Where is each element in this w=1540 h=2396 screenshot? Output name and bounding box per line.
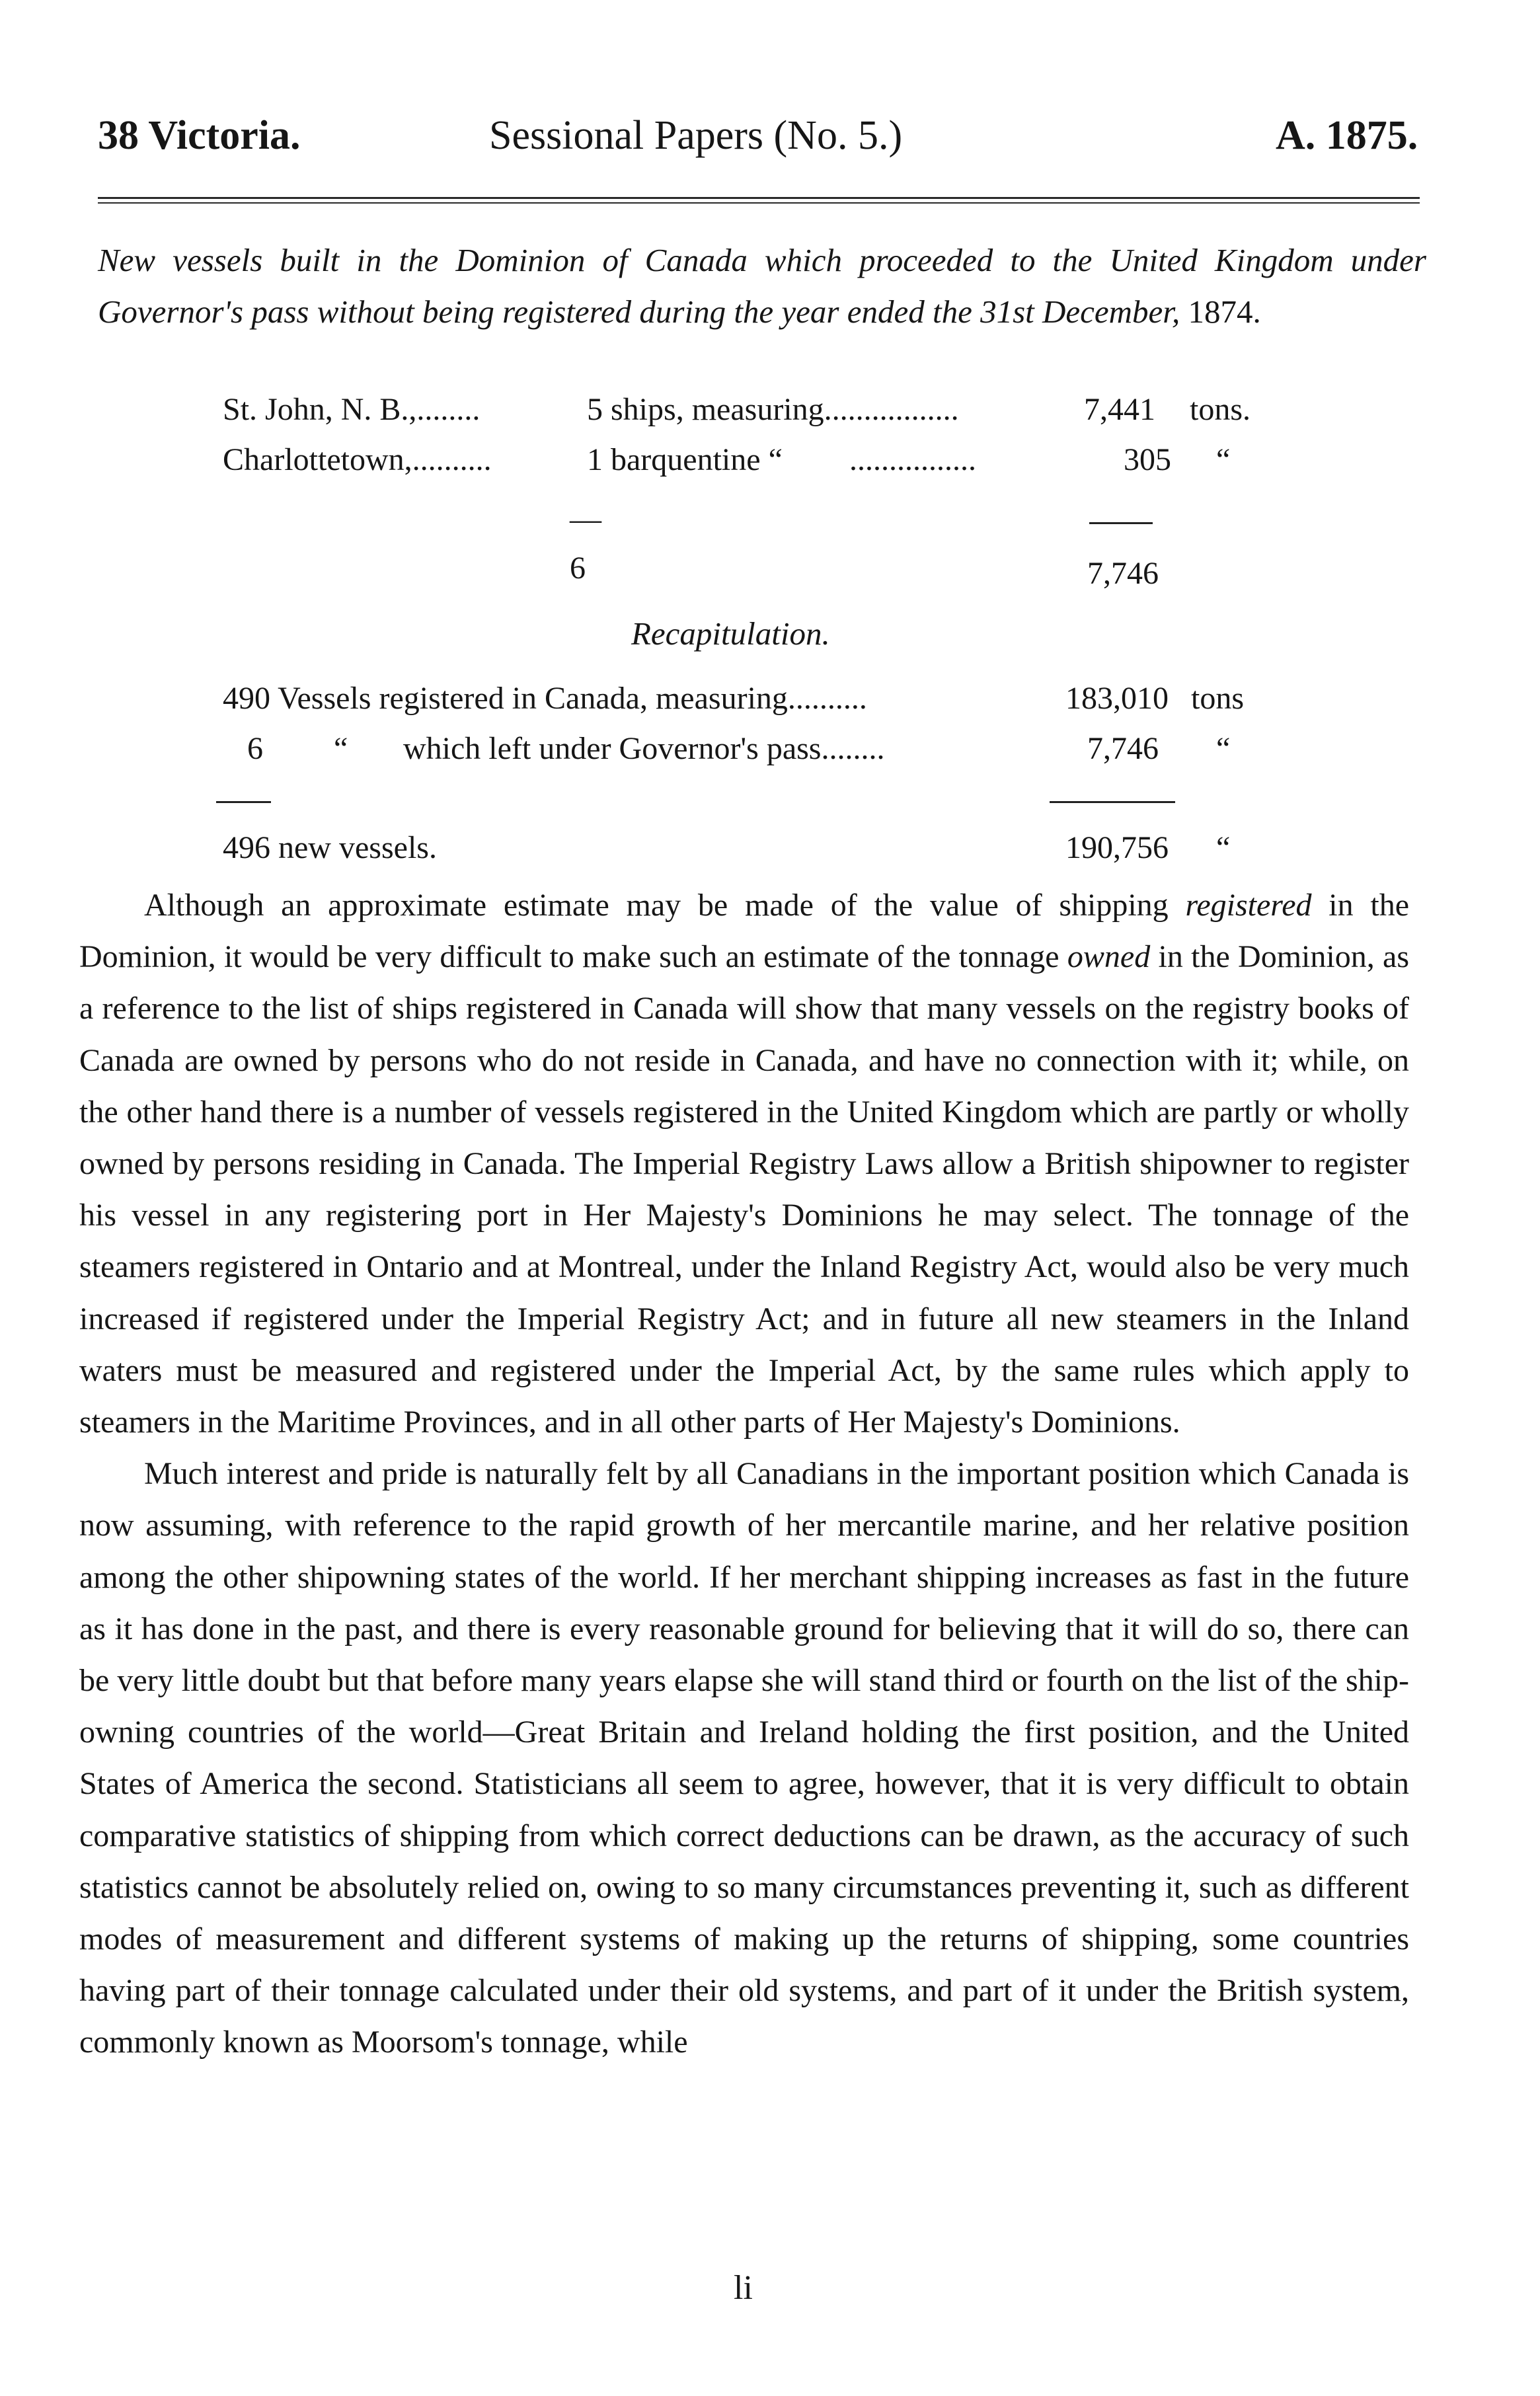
recapitulation-heading: Recapitulation. — [631, 615, 830, 652]
emphasis-registered: registered — [1185, 888, 1312, 923]
recap-row2-num: 6 — [247, 731, 263, 766]
recap-row1-unit: tons — [1191, 681, 1245, 716]
recap-dash-left — [216, 801, 271, 803]
table1-row2-tons: 305 — [1124, 442, 1171, 477]
table1-total-tons: 7,746 — [1087, 556, 1159, 591]
table1-dash-a: — — [570, 502, 601, 537]
table1-row1-unit: tons. — [1190, 392, 1251, 427]
header-rule-top — [98, 197, 1420, 199]
header-left: 38 Victoria. — [98, 113, 301, 158]
table1-dash-b — [1089, 522, 1153, 524]
body-text — [79, 880, 1409, 2069]
paragraph-1-part-b: in the Dominion, it would be very difficult to make such an estimate of the tonnage — [79, 888, 1410, 975]
table1-total-count: 6 — [570, 551, 586, 586]
recap-row1-text: 490 Vessels registered in Canada, measuring.......... — [223, 681, 867, 716]
table1-row2-count: 1 barquentine “ — [587, 442, 783, 477]
intro-year: 1874. — [1188, 293, 1261, 330]
recap-total-text: 496 new vessels. — [223, 830, 437, 865]
recap-row2-tons: 7,746 — [1087, 731, 1159, 766]
paragraph-canadian-position: Much interest and pride is naturally felt by all Canadians in the important position which Canada is now assuming, with reference to the rapid growth of her mercantile marine, and her relative position among the other shipowning states of the world. If her merchant shipping increases as fast in the future as it has done in the past, and there is every reasonable ground for believing that it will do so, there can be very little doubt but that before many years elapse she will stand third or fourth on the list of the ship-owning countries of the world—Great Britain and Ireland holding the first position, and the United States of America the second. Statisticians all seem to agree, however, that it is very difficult to obtain comparative statistics of shipping from which correct deductions can be drawn, as the accuracy of such statistics cannot be absolutely relied on, owing to so many circumstances preventing it, such as different modes of measurement and different systems of making up the returns of shipping, some countries having part of their tonnage calculated under their old systems, and part of it under the British system, commonly known as Moorsom's tonnage, while — [79, 1456, 1409, 2060]
intro-paragraph — [98, 235, 1426, 338]
recap-row2-unit: “ — [1216, 731, 1231, 766]
table1-row2-unit: “ — [1216, 442, 1231, 477]
intro-text: New vessels built in the Dominion of Canada which proceeded to the United Kingdom under Governor's pass without being registered during the year ended the 31st December, — [98, 242, 1426, 330]
recap-dash-right — [1050, 801, 1175, 803]
table1-row1-count: 5 ships, measuring................. — [587, 392, 959, 427]
page-folio: li — [734, 2269, 753, 2307]
emphasis-owned: owned — [1067, 939, 1151, 975]
paragraph-1-part-c: in the Dominion, as a reference to the list of ships registered in Canada will show that many vessels on the registry books of Canada are owned by persons who do not reside in Canada, and have no connection with it; while, on the other hand there is a number of vessels registered in the United Kingdom which are partly or wholly owned by persons residing in Canada. The Imperial Registry Laws allow a British shipowner to register his vessel in any registering port in Her Majesty's Dominions he may select. The tonnage of the steamers registered in Ontario and at Montreal, under the Inland Registry Act, would also be very much increased if registered under the Imperial Registry Act; and in future all new steamers in the Inland waters must be measured and registered under the Imperial Act, by the same rules which apply to steamers in the Maritime Provinces, and in all other parts of Her Majesty's Dominions. — [79, 939, 1410, 1440]
header-rule-bottom — [98, 202, 1420, 204]
recap-total-unit: “ — [1216, 830, 1231, 865]
table1-row1-tons: 7,441 — [1084, 392, 1155, 427]
header-right: A. 1875. — [1276, 113, 1418, 158]
recap-row2-text: which left under Governor's pass........ — [403, 731, 885, 766]
recap-total-tons: 190,756 — [1065, 830, 1169, 865]
table1-row2-port: Charlottetown,.......... — [223, 442, 492, 477]
paragraph-1-part-a: Although an approximate estimate may be made of the value of shipping — [144, 888, 1186, 923]
table1-row1-port: St. John, N. B.,........ — [223, 392, 481, 427]
paragraph-registered-tonnage — [79, 880, 1409, 1448]
header-center: Sessional Papers (No. 5.) — [489, 113, 903, 158]
table1-row2-dots: ................ — [849, 442, 976, 477]
recap-row2-ditto: “ — [334, 731, 348, 766]
recap-row1-tons: 183,010 — [1065, 681, 1169, 716]
